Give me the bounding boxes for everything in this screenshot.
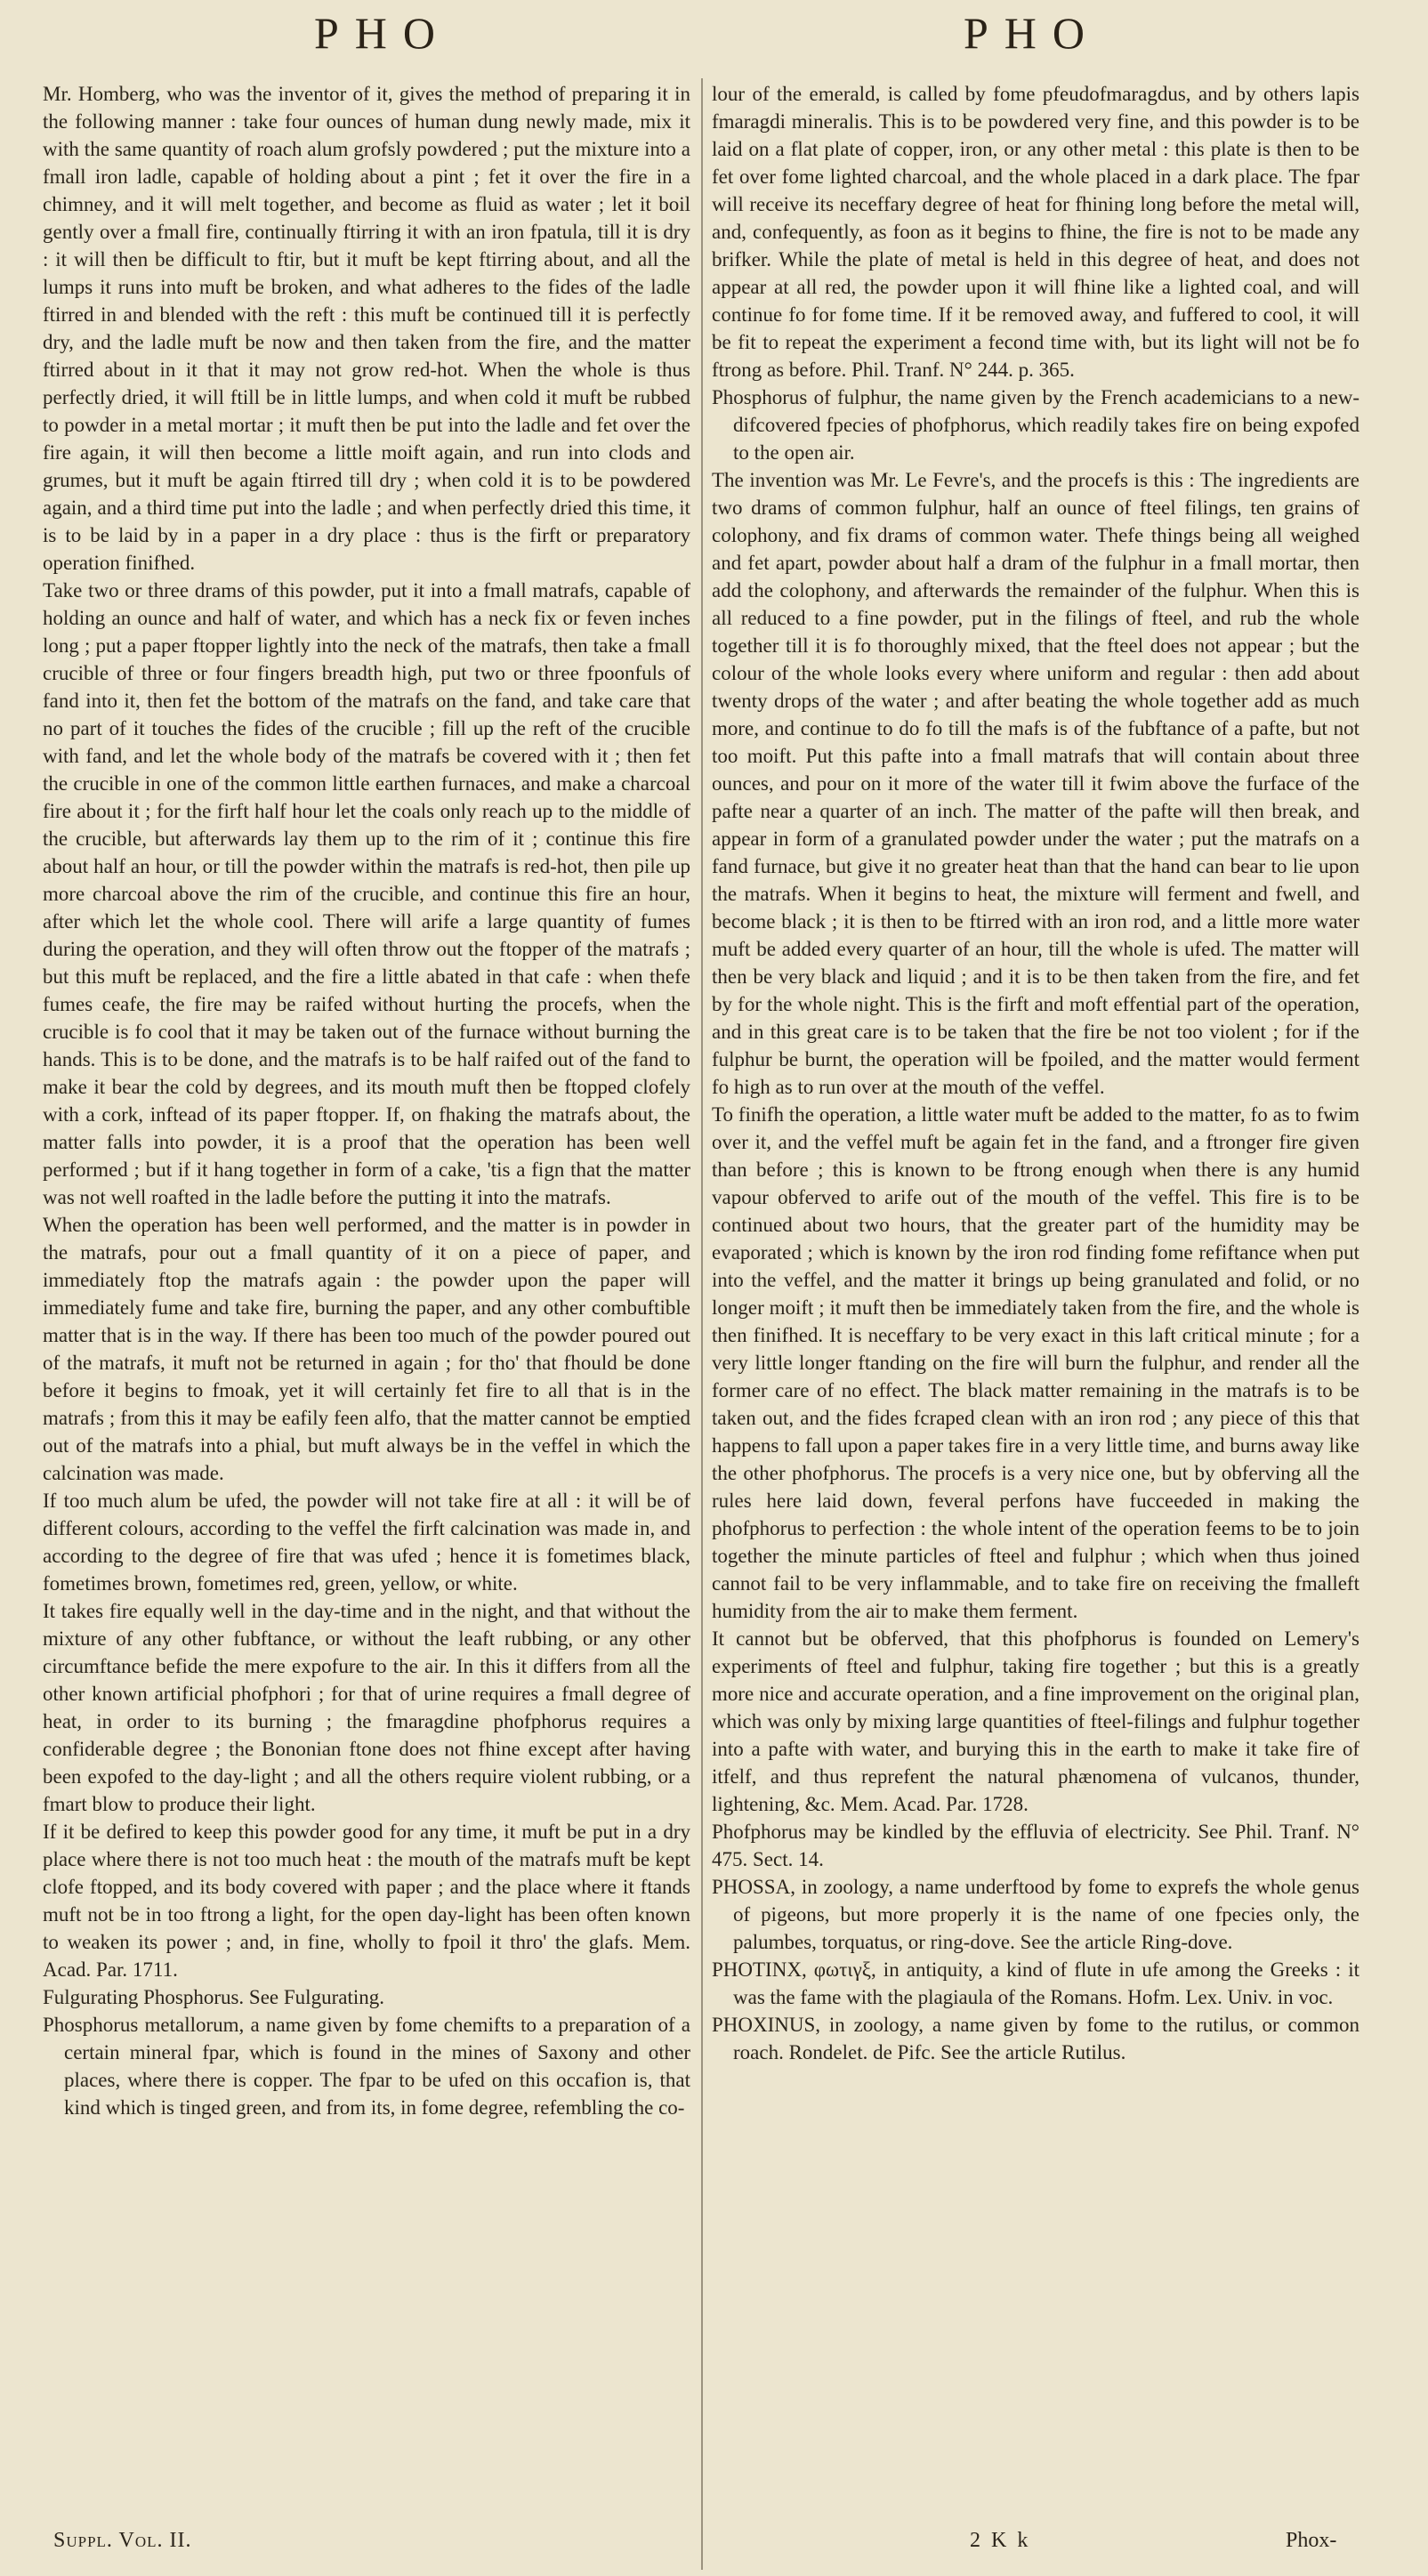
paragraph: It takes fire equally well in the day-time and in the night, and that without the mixture of any other fubftance, or without the leaft rubbing, or any other circumftance befide the mere expofure to the air. In this it differs from all the other known artificial phofphori ; for that of urine requires a fmall degree of heat, in order to its burning ; the fmaragdine phofphorus requires a confiderable degree ; the Bononian ftone does not fhine except after having been expofed to the day-light ; and all the others require violent rubbing, or a fmart blow to produce their light. bbox=[43, 1600, 690, 1815]
paragraph: Take two or three drams of this powder, put it into a fmall matrafs, capable of holding an ounce and half of water, and which has a neck fix or feven inches long ; put a paper ftopper lightly into the neck of the matrafs, then take a fmall crucible of three or four fingers breadth high, put two or three fpoonfuls of fand into it, then fet the bottom of the matrafs on the fand, and take care that no part of it touches the fides of the crucible ; fill up the reft of the crucible with fand, and let the whole body of the matrafs be covered with it ; then fet the crucible in one of the common little earthen furnaces, and make a charcoal fire about it ; for the firft half hour let the coals only reach up to the middle of the crucible, but afterwards lay them up to the rim of it ; continue this fire about half an hour, or till the powder within the matrafs is red-hot, then pile up more charcoal above the rim of the crucible, and continue this fire an hour, after which let the whole cool. There will arife a large quantity of fumes during the operation, and they will often throw out the ftopper of the matrafs ; but this muft be replaced, and the fire a little abated in that cafe : when thefe fumes ceafe, the fire may be raifed without hurting the procefs, when the crucible is fo cool that it may be taken out of the furnace without burning the hands. This is to be done, and the matrafs is to be half raifed out of the fand to make it bear the cold by degrees, and its mouth muft then be ftopped clofely with a cork, inftead of its paper ftopper. If, on fhaking the matrafs about, the matter falls into powder, it is a proof that the operation has been well performed ; but if it hang together in form of a cake, 'tis a fign that the matter was not well roafted in the ladle before the putting it into the matrafs. bbox=[43, 579, 690, 1208]
signature-mark: 2 K k bbox=[970, 2529, 1031, 2552]
paragraph: lour of the emerald, is called by fome pfeudofmaragdus, and by others lapis fmaragdi mineralis. This is to be powdered very fine, and this powder is to be laid on a flat plate of copper, iron, or any other metal : this plate is then to be fet over fome lighted charcoal, and the whole placed in a dark place. The fpar will receive its neceffary degree of heat for fhining long before the metal will, and, confequently, as foon as it begins to fhine, the fire is not to be made any brifker. While the plate of metal is held in this degree of heat, and does not appear at all red, the powder upon it will fhine like a lighted coal, and will continue fo for fome time. If it be removed away, and fuffered to cool, it will be fit to repeat the experiment a fecond time with, but its light will not be fo ftrong as before. Phil. Tranf. N° 244. p. 365. bbox=[712, 83, 1359, 381]
right-column bbox=[712, 80, 1359, 2500]
catchword: Phox- bbox=[1286, 2529, 1337, 2552]
entry-fulgurating-phosphorus: Fulgurating Phosphorus. See Fulgurating. bbox=[43, 1986, 384, 2008]
running-head-left: PHO bbox=[313, 8, 452, 58]
entry-phosphorus-metallorum: Phosphorus metallorum, a name given by fome chemifts to a preparation of a certain mineral fpar, which is found in the mines of Saxony and other places, where there is copper. The fpar to be ufed on this occafion is, that kind which is tinged green, and from its, in fome degree, refembling the co- bbox=[43, 2014, 690, 2119]
paragraph: It cannot but be obferved, that this phofphorus is founded on Lemery's experiments of fteel and fulphur, taking fire together ; but this is a greatly more nice and accurate operation, and a fine improvement on the original plan, which was only by mixing large quantities of fteel-filings and fulphur together into a pafte with water, and burying this in the earth to make it take fire of itfelf, and thus reprefent the natural phænomena of vulcanos, thunder, lightening, &c. Mem. Acad. Par. 1728. bbox=[712, 1627, 1359, 1815]
paragraph: Phofphorus may be kindled by the effluvia of electricity. See Phil. Tranf. N° 475. Sect. 14. bbox=[712, 1821, 1359, 1870]
paragraph: Mr. Homberg, who was the inventor of it, gives the method of preparing it in the following manner : take four ounces of human dung newly made, mix it with the same quantity of roach alum grofsly powdered ; put the mixture into a fmall iron ladle, capable of holding about a pint ; fet it over the fire in a chimney, and it will melt together, and become as fluid as water ; let it boil gently over a fmall fire, continually ftirring it with an iron fpatula, till it is dry : it will then be difficult to ftir, but it muft be kept ftirring about, and all the lumps it runs into muft be broken, and what adheres to the fides of the ladle ftirred in and blended with the reft : this muft be continued till it is perfectly dry, and the ladle muft be now and then taken from the fire, and the matter ftirred about in it that it may not grow red-hot. When the whole is thus perfectly dried, it will ftill be in little lumps, and when cold it muft be rubbed to powder in a metal mortar ; it muft then be put into the ladle and fet over the fire again, it will then become a little moift again, and run into clods and grumes, but it muft be again ftirred till dry ; when cold it is to be powdered again, and a third time put into the ladle ; and when perfectly dried this time, it is to be laid by in a paper in a dry place : thus is the firft or preparatory operation finifhed. bbox=[43, 83, 690, 574]
entry-phosphorus-of-sulphur: Phosphorus of fulphur, the name given by the French academicians to a new-difcovered fpecies of phofphorus, which readily takes fire on being expofed to the open air. bbox=[712, 386, 1359, 464]
volume-footer: Suppl. Vol. II. bbox=[53, 2529, 192, 2552]
left-column bbox=[43, 80, 690, 2500]
entry-photinx: PHOTINX, φωτιγξ, in antiquity, a kind of flute in ufe among the Greeks : it was the fame with the plagiaula of the Romans. Hofm. Lex. Univ. in voc. bbox=[712, 1958, 1359, 2008]
running-head-right: PHO bbox=[963, 8, 1101, 58]
paragraph: If too much alum be ufed, the powder will not take fire at all : it will be of different colours, according to the veffel the firft calcination was made in, and according to the degree of fire that was ufed ; hence it is fometimes black, fometimes brown, fometimes red, green, yellow, or white. bbox=[43, 1490, 690, 1595]
paragraph: To finifh the operation, a little water muft be added to the matter, fo as to fwim over it, and the veffel muft be again fet in the fand, and a ftronger fire given than before ; this is known to be ftrong enough when there is any humid vapour obferved to arife out of the mouth of the veffel. This fire is to be continued about two hours, that the greater part of the humidity may be evaporated ; which is known by the iron rod finding fome refiftance when put into the veffel, and the matter it brings up being granulated and folid, or no longer moift ; it muft then be immediately taken from the fire, and the whole is then finifhed. It is neceffary to be very exact in this laft critical minute ; for a very little longer ftanding on the fire will burn the fulphur, and render all the former care of no effect. The black matter remaining in the matrafs is to be taken out, and the fides fcraped clean with an iron rod ; any piece of this that happens to fall upon a paper takes fire in a very little time, and burns away like the other phofphorus. The procefs is a very nice one, but by obferving all the rules here laid down, feveral perfons have fucceeded in making the phofphorus to perfection : the whole intent of the operation feems to be to join together the minute particles of fteel and fulphur ; which when thus joined cannot fail to be very inflammable, and to take fire on receiving the fmalleft humidity from the air to make them ferment. bbox=[712, 1103, 1359, 1622]
entry-phossa: PHOSSA, in zoology, a name underftood by fome to exprefs the whole genus of pigeons, but more properly it is the name of one fpecies only, the palumbes, torquatus, or ring-dove. See the article Ring-dove. bbox=[712, 1876, 1359, 1953]
paragraph: The invention was Mr. Le Fevre's, and the procefs is this : The ingredients are two drams of common fulphur, half an ounce of fteel filings, ten grains of colophony, and fix drams of common water. Thefe things being all weighed and fet apart, powder about half a dram of the fulphur in a fmall mortar, then add the colophony, and afterwards the remainder of the fulphur. When this is all reduced to a fine powder, put in the filings of fteel, and rub the whole together till it is fo thoroughly mixed, that the fteel does not appear ; but the colour of the whole looks every where uniform and regular : then add about twenty drops of the water ; and after beating the whole together add as much more, and continue to do fo till the mafs is of the fubftance of a pafte, but not too moift. Put this pafte into a fmall matrafs that will contain about three ounces, and pour on it more of the water till it fwim above the furface of the pafte near a quarter of an inch. The matter of the pafte will then break, and appear in form of a granulated powder under the water ; put the matrafs on a fand furnace, but give it no greater heat than that the hand can bear to lie upon the matrafs. When it begins to heat, the mixture will ferment and fwell, and become black ; it is then to be ftirred with an iron rod, and a little more water muft be added every quarter of an hour, till the whole is ufed. The matter will then be very black and liquid ; and it is to be then taken from the fire, and fet by for the whole night. This is the firft and moft effential part of the operation, and in this great care is to be taken that the fire be not too violent ; for if the fulphur be burnt, the operation will be fpoiled, and the matter would ferment fo high as to run over at the mouth of the veffel. bbox=[712, 469, 1359, 1098]
column-divider bbox=[701, 78, 703, 2570]
paragraph: When the operation has been well performed, and the matter is in powder in the matrafs, pour out a fmall quantity of it on a piece of paper, and immediately ftop the matrafs again : the powder upon the paper will immediately fume and take fire, burning the paper, and any other combuftible matter that is in the way. If there has been too much of the powder poured out of the matrafs, it muft not be returned in again ; for tho' that fhould be done before it begins to fmoak, yet it will certainly fet fire to all that is in the matrafs ; from this it may be eafily feen alfo, that the matter cannot be emptied out of the matrafs into a phial, but muft always be in the veffel in which the calcination was made. bbox=[43, 1214, 690, 1484]
paragraph: If it be defired to keep this powder good for any time, it muft be put in a dry place where there is not too much heat : the mouth of the matrafs muft be kept clofe ftopped, and its body covered with paper ; and the place where it ftands muft not be in too ftrong a light, for the open day-light has been often known to weaken its power ; and, in fine, wholly to fpoil it thro' the glafs. Mem. Acad. Par. 1711. bbox=[43, 1821, 690, 1981]
entry-phoxinus: PHOXINUS, in zoology, a name given by fome to the rutilus, or common roach. Rondelet. de Pifc. See the article Rutilus. bbox=[712, 2014, 1359, 2063]
